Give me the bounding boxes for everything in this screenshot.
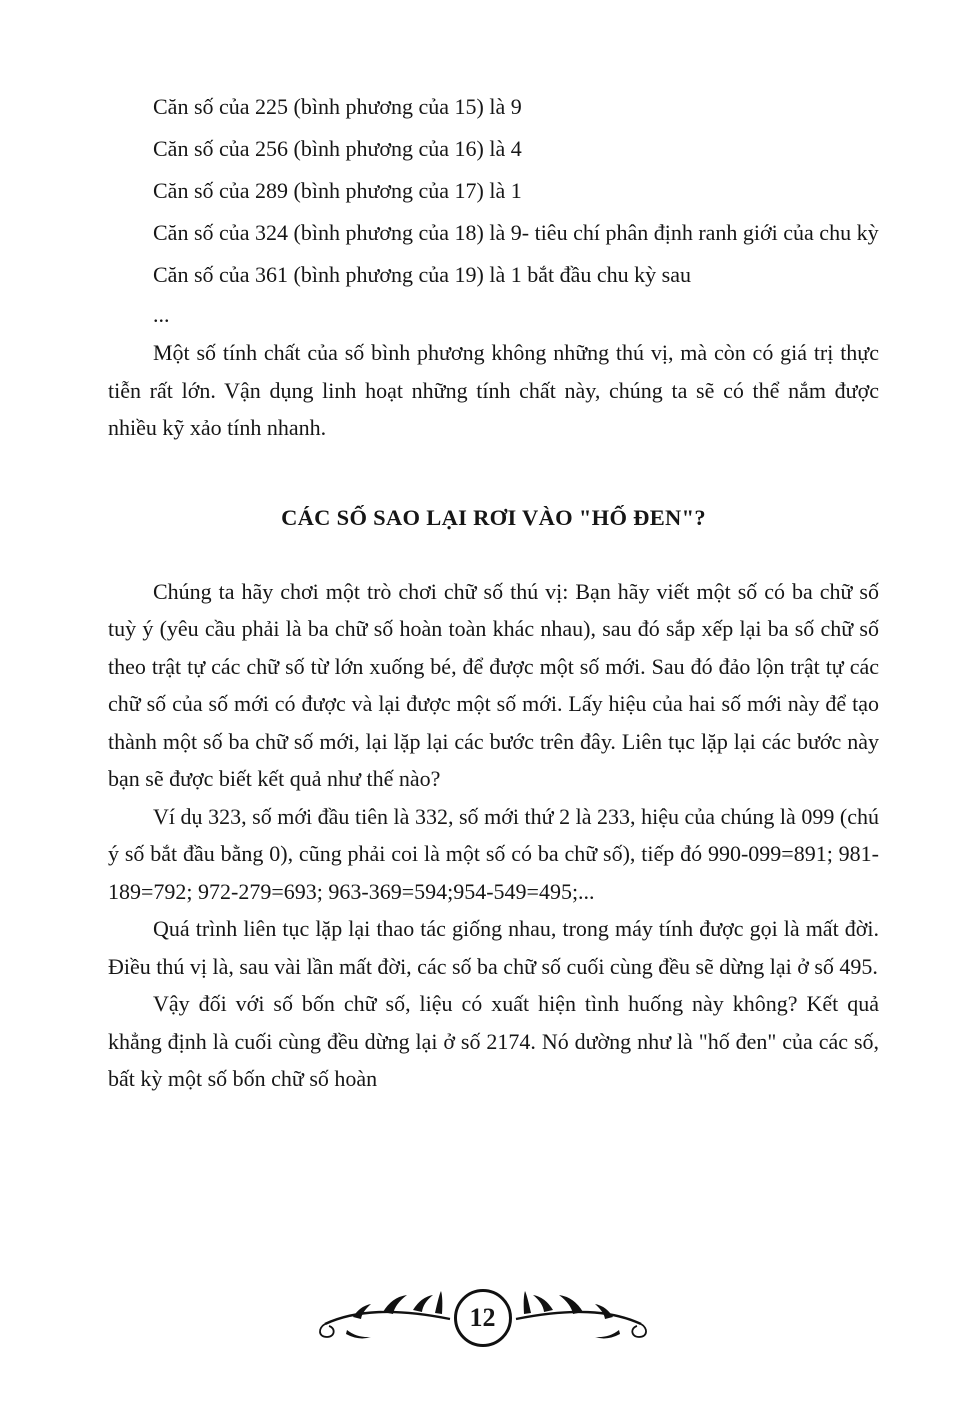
body-paragraph-2: Ví dụ 323, số mới đầu tiên là 332, số mới thứ 2 là 233, hiệu của chúng là 099 (chú ý số bắt đầu bằng 0), cũng phải coi là một số có ba chữ số), tiếp đó 990-099=891; 981-189=792; 972-279=693; 963-369=594;954-549=495;...	[108, 803, 879, 904]
page-number: 12	[454, 1289, 512, 1347]
body-paragraph-1: Chúng ta hãy chơi một trò chơi chữ số thú vị: Bạn hãy viết một số có ba chữ số tuỳ ý (yêu cầu phải là ba chữ số hoàn toàn khác nhau), sau đó sắp xếp lại ba số chữ số theo trật tự các chữ số từ lớn xuống bé, để được một số mới. Sau đó đảo lộn trật tự các chữ số của số mới có được và lại được một số mới. Lấy hiệu của hai số mới này để tạo thành một số ba chữ số mới, lại lặp lại các bước trên đây. Liên tục lặp lại các bước này bạn sẽ được biết kết quả như thế nào?	[108, 578, 879, 791]
canso-line-2: Căn số của 256 (bình phương của 16) là 4	[153, 136, 522, 161]
canso-line-4: Căn số của 324 (bình phương của 18) là 9- tiêu chí phân định ranh giới của chu kỳ	[153, 220, 879, 245]
flourish-left-icon	[317, 1286, 452, 1350]
body-paragraph-4: Vậy đối với số bốn chữ số, liệu có xuất hiện tình huống này không? Kết quả khẳng định là cuối cùng đều dừng lại ở số 2174. Nó dường như là "hố đen" của các số, bất kỳ một số bốn chữ số hoàn	[108, 991, 879, 1091]
canso-line-5: Căn số của 361 (bình phương của 19) là 1 bắt đầu chu kỳ sau	[153, 262, 691, 287]
section-heading: CÁC SỐ SAO LẠI RƠI VÀO "HỐ ĐEN"?	[281, 504, 706, 530]
flourish-right-icon	[514, 1286, 649, 1350]
canso-line-3: Căn số của 289 (bình phương của 17) là 1	[153, 178, 522, 203]
canso-line-1: Căn số của 225 (bình phương của 15) là 9	[153, 94, 522, 119]
ellipsis-line: ...	[153, 302, 170, 327]
body-paragraph-3: Quá trình liên tục lặp lại thao tác giống nhau, trong máy tính được gọi là mất đời. Điều thú vị là, sau vài lần mất đời, các số ba chữ số cuối cùng đều sẽ dừng lại ở số 495.	[108, 916, 879, 979]
intro-paragraph: Một số tính chất của số bình phương không những thú vị, mà còn có giá trị thực tiễn rất lớn. Vận dụng linh hoạt những tính chất này, chúng ta sẽ có thể nắm được nhiều kỹ xảo tính nhanh.	[108, 340, 879, 440]
footer-ornament	[0, 1286, 965, 1350]
